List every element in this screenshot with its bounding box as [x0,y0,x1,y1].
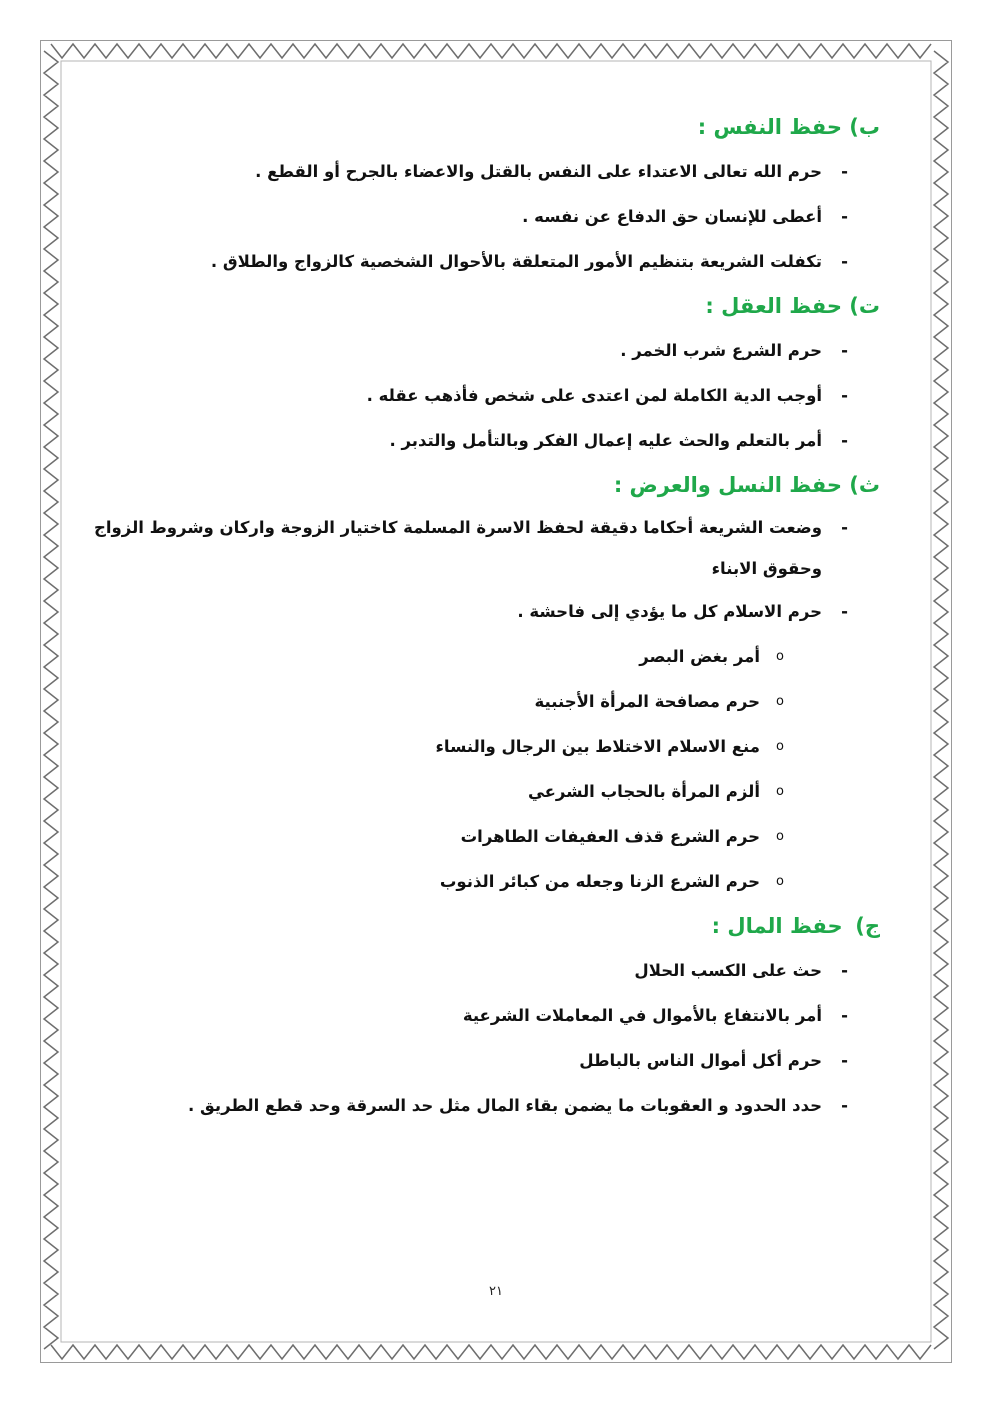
section-heading-self [90,105,880,149]
list-item: - حرم الله تعالى الاعتداء على النفس بالقتل والاعضاء بالجرح أو القطع . [90,149,880,194]
section-letter: ب) [849,115,880,139]
section-letter: ت) [849,294,880,318]
section-title: حفظ النسل والعرض : [613,473,842,497]
page-number: ٢١ [489,1284,503,1299]
list-item: - وضعت الشريعة أحكاما دقيقة لحفظ الاسرة المسلمة كاختيار الزوجة واركان وشروط الزواج وحقوق الابناء [90,507,880,589]
list-item: - حدد الحدود و العقوبات ما يضمن بقاء المال مثل حد السرقة وحد قطع الطريق . [90,1083,880,1128]
dash-bullet: - [841,252,848,271]
dash-bullet: - [841,207,848,226]
dash-bullet: - [841,1051,848,1070]
sub-list-item: o منع الاسلام الاختلاط بين الرجال والنساء [90,724,880,769]
list-item: - أعطى للإنسان حق الدفاع عن نفسه . [90,194,880,239]
sub-list-item: o حرم الشرع قذف العفيفات الطاهرات [90,814,880,859]
circle-bullet: o [776,694,784,709]
section-letter: ث) [849,473,880,497]
list-item: - حث على الكسب الحلال [90,948,880,993]
section-letter: ج) [855,914,880,938]
list-item: - تكفلت الشريعة بتنظيم الأمور المتعلقة بالأحوال الشخصية كالزواج والطلاق . [90,239,880,284]
circle-bullet: o [776,739,784,754]
sub-list-item: o حرم مصافحة المرأة الأجنبية [90,679,880,724]
section-heading-lineage [90,463,880,507]
list-item: - حرم أكل أموال الناس بالباطل [90,1038,880,1083]
section-title: حفظ النفس : [697,115,842,139]
circle-bullet: o [776,784,784,799]
circle-bullet: o [776,829,784,844]
dash-bullet: - [841,602,848,621]
border-zigzag-line [51,1345,931,1359]
dash-bullet: - [841,961,848,980]
dash-bullet: - [841,1096,848,1115]
border-zigzag-line [934,51,948,1349]
circle-bullet: o [776,649,784,664]
dash-bullet: - [841,341,848,360]
border-zigzag-line [44,51,58,1349]
section-heading-mind [90,284,880,328]
list-item: - أمر بالانتفاع بالأموال في المعاملات الشرعية [90,993,880,1038]
list-item: - أمر بالتعلم والحث عليه إعمال الفكر وبالتأمل والتدبر . [90,418,880,463]
list-item: - أوجب الدية الكاملة لمن اعتدى على شخص فأذهب عقله . [90,373,880,418]
dash-bullet: - [841,1006,848,1025]
dash-bullet: - [841,431,848,450]
sub-list-item: o ألزم المرأة بالحجاب الشرعي [90,769,880,814]
page-content [90,105,880,1128]
section-title: حفظ العقل : [705,294,842,318]
dash-bullet: - [841,162,848,181]
section-title: حفظ المال : [711,914,843,938]
sub-list-item: o حرم الشرع الزنا وجعله من كبائر الذنوب [90,859,880,904]
section-heading-wealth [90,904,880,948]
list-item: - حرم الشرع شرب الخمر . [90,328,880,373]
border-zigzag-line [51,44,931,58]
list-item: - حرم الاسلام كل ما يؤدي إلى فاحشة . [90,589,880,634]
dash-bullet: - [841,386,848,405]
dash-bullet: - [841,518,848,537]
circle-bullet: o [776,874,784,889]
sub-list-item: o أمر بغض البصر [90,634,880,679]
